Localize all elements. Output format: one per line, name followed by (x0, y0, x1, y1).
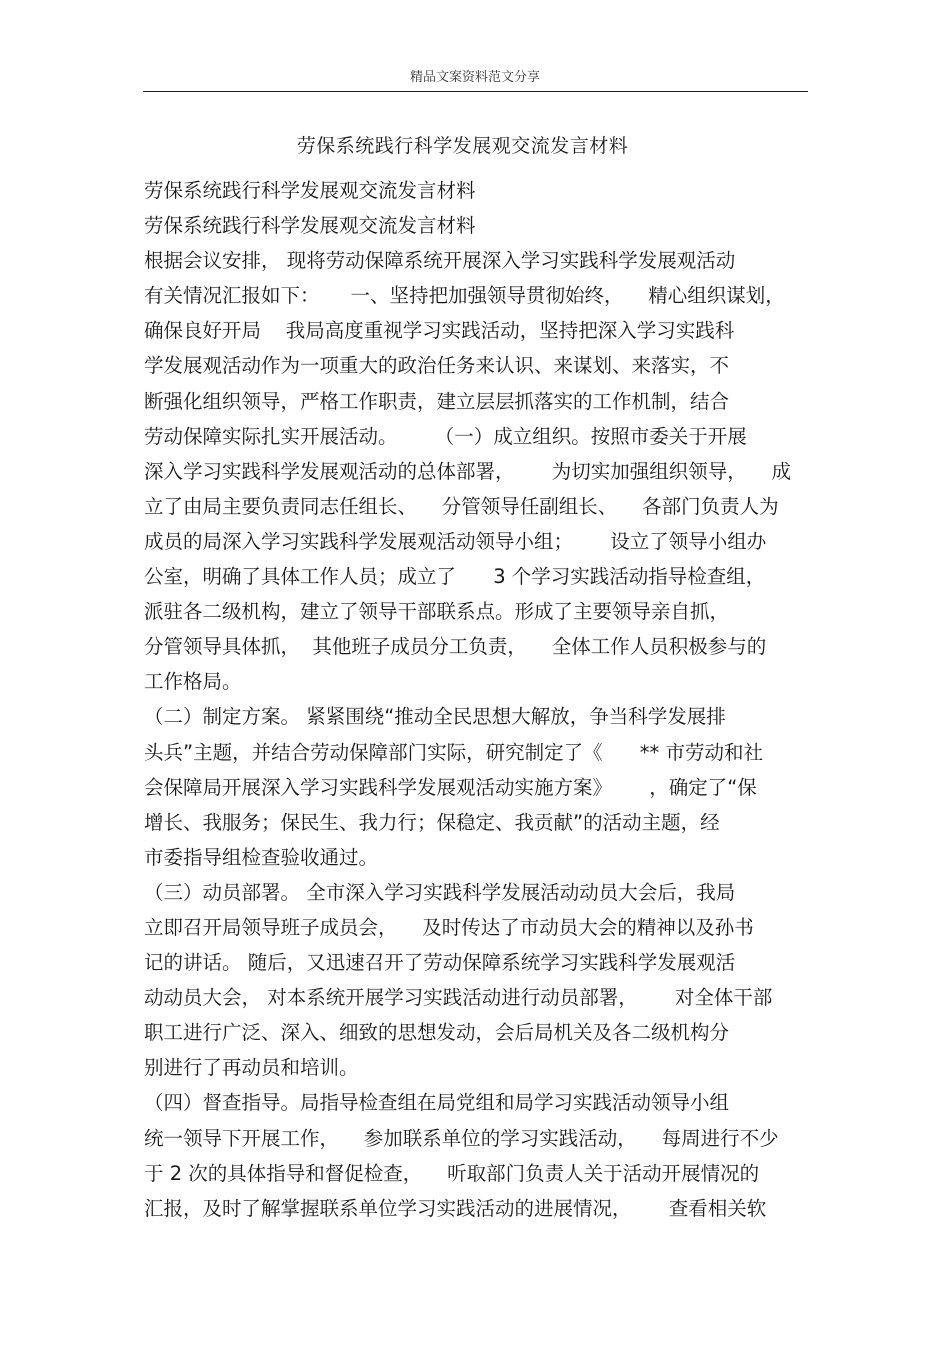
text-line: 劳保系统践行科学发展观交流发言材料 (144, 179, 476, 202)
text-line: 于 2 次的具体指导和督促检查， 听取部门负责人关于活动开展情况的 (144, 1161, 760, 1185)
text-line: 别进行了再动员和培训。 (144, 1056, 359, 1080)
text-line: 头兵”主题，并结合劳动保障部门实际，研究制定了《 ** 市劳动和社 (144, 740, 763, 764)
text-line: 职工进行广泛、深入、细致的思想发动，会后局机关及各二级机构分 (144, 1021, 730, 1045)
text-line: 立即召开局领导班子成员会， 及时传达了市动员大会的精神以及孙书 (144, 915, 754, 939)
text-line: （三）动员部署。 全市深入学习实践科学发展活动动员大会后，我局 (144, 880, 736, 904)
text-line: （四）督查指导。局指导检查组在局党组和局学习实践活动领导小组 (144, 1091, 730, 1115)
text-line: 动动员大会， 对本系统开展学习实践活动进行动员部署， 对全体干部 (144, 986, 773, 1010)
text-line: 深入学习实践科学发展观活动的总体部署， 为切实加强组织领导， 成 (144, 459, 791, 483)
text-line: 公室，明确了具体工作人员；成立了 3 个学习实践活动指导检查组， (144, 565, 766, 589)
text-line: 增长、我服务；保民生、我力行；保稳定、我贡献”的活动主题，经 (144, 810, 720, 834)
text-line: 立了由局主要负责同志任组长、 分管领导任副组长、 各部门负责人为 (144, 494, 779, 518)
text-line: 会保障局开展深入学习实践科学发展观活动实施方案》 ，确定了“保 (144, 775, 757, 799)
header-rule (143, 91, 808, 92)
text-line: 汇报，及时了解掌握联系单位学习实践活动的进展情况， 查看相关软 (144, 1196, 767, 1220)
text-line: 市委指导组检查验收通过。 (144, 845, 379, 869)
text-line: 劳动保障实际扎实开展活动。 （一）成立组织。按照市委关于开展 (144, 424, 747, 448)
document-body (144, 173, 814, 1226)
text-line: 统一领导下开展工作， 参加联系单位的学习实践活动， 每周进行不少 (144, 1126, 779, 1150)
text-line: 根据会议安排， 现将劳动保障系统开展深入学习实践科学发展观活动 (144, 249, 736, 273)
text-line: 学发展观活动作为一项重大的政治任务来认识、来谋划、来落实，不 (144, 354, 730, 378)
text-line: 分管领导具体抓， 其他班子成员分工负责， 全体工作人员积极参与的 (144, 635, 767, 659)
text-line: （二）制定方案。 紧紧围绕“推动全民思想大解放，争当科学发展排 (144, 705, 726, 729)
text-line: 成员的局深入学习实践科学发展观活动领导小组； 设立了领导小组办 (144, 529, 767, 553)
document-title: 劳保系统践行科学发展观交流发言材料 (296, 135, 629, 157)
text-line: 确保良好开局 我局高度重视学习实践活动，坚持把深入学习实践科 (144, 319, 735, 343)
text-line: 断强化组织领导，严格工作职责，建立层层抓落实的工作机制，结合 (144, 389, 730, 413)
page-header: 精品文案资料范文分享 (409, 70, 540, 85)
text-line: 有关情况汇报如下： 一、坚持把加强领导贯彻始终， 精心组织谋划， (144, 284, 785, 308)
text-line: 工作格局。 (144, 670, 242, 694)
text-line: 劳保系统践行科学发展观交流发言材料 (144, 214, 476, 238)
text-line: 派驻各二级机构，建立了领导干部联系点。形成了主要领导亲自抓， (144, 600, 730, 624)
text-line: 记的讲话。 随后，又迅速召开了劳动保障系统学习实践科学发展观活 (144, 951, 736, 975)
